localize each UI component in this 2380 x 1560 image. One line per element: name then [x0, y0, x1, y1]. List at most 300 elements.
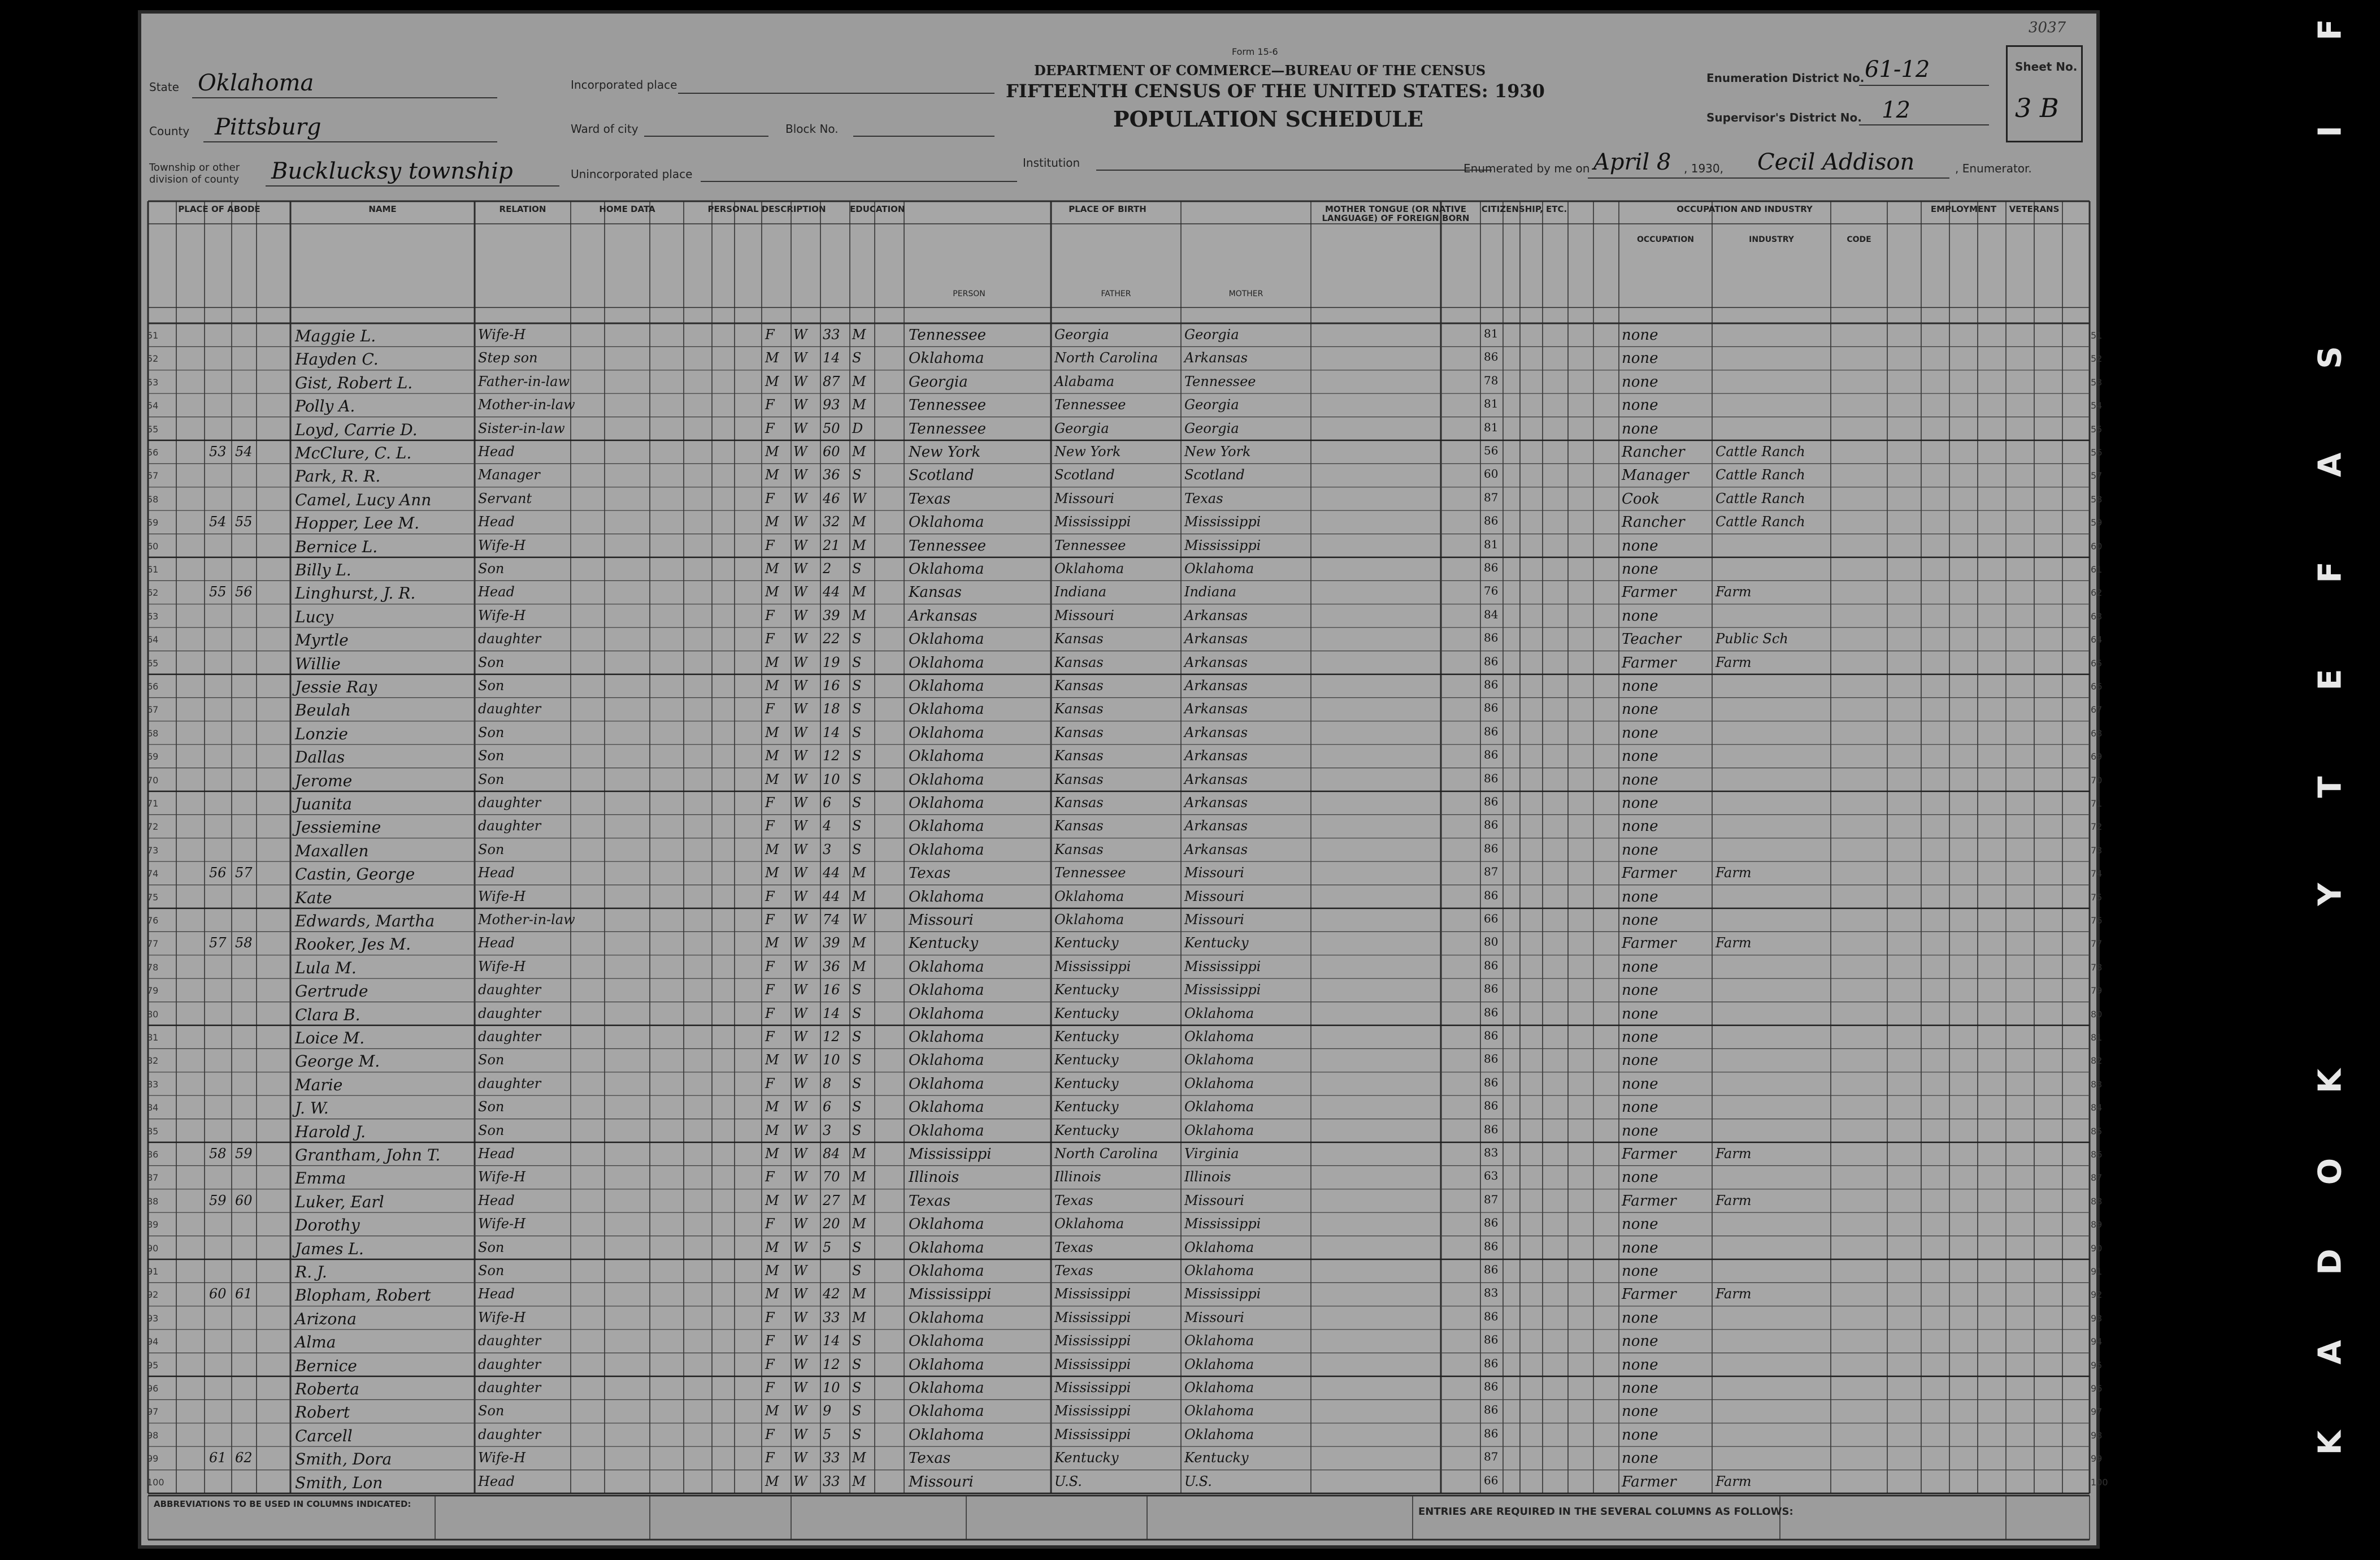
- film-edge-letter: A: [2312, 1340, 2349, 1365]
- occupation: none: [1622, 701, 1658, 718]
- birthplace-person: Georgia: [909, 373, 968, 391]
- age: 19: [823, 654, 840, 670]
- race: W: [793, 350, 807, 366]
- sex: F: [765, 1075, 775, 1091]
- age: 44: [823, 888, 840, 904]
- birthplace-mother: Scotland: [1184, 467, 1245, 483]
- occupation: none: [1622, 537, 1658, 554]
- person-name: Beulah: [295, 701, 351, 720]
- birthplace-code: 86: [1484, 1075, 1499, 1089]
- birthplace-person: Mississippi: [909, 1286, 992, 1303]
- age: 33: [823, 1309, 840, 1325]
- line-number-right: 100: [2091, 1476, 2108, 1488]
- line-number-left: 70: [147, 774, 159, 786]
- relation: Head: [478, 1473, 515, 1489]
- person-name: Jerome: [295, 771, 353, 790]
- marital-status: S: [852, 748, 862, 764]
- column-group-7: MOTHER TONGUE (OR NATIVE LANGUAGE) OF FOREIGN BORN: [1322, 204, 1470, 223]
- line-number-right: 96: [2091, 1383, 2103, 1394]
- birthplace-mother: Mississippi: [1184, 537, 1261, 553]
- film-edge-letter: K: [2312, 1068, 2349, 1094]
- person-name: Maxallen: [295, 841, 369, 860]
- birthplace-father: Kansas: [1054, 771, 1104, 787]
- race: W: [793, 724, 807, 740]
- age: 42: [823, 1286, 840, 1302]
- occupation: none: [1622, 1052, 1658, 1069]
- supervisor-district-value: 12: [1882, 97, 1910, 123]
- birthplace-father: Kentucky: [1054, 1075, 1119, 1091]
- birthplace-mother: Oklahoma: [1184, 1333, 1254, 1349]
- sex: M: [765, 514, 779, 530]
- line-number-right: 98: [2091, 1429, 2103, 1441]
- marital-status: M: [852, 935, 866, 951]
- birthplace-code: 56: [1484, 444, 1499, 457]
- birthplace-mother: Oklahoma: [1184, 1356, 1254, 1372]
- birthplace-mother: Oklahoma: [1184, 1075, 1254, 1091]
- line-number-right: 71: [2091, 798, 2103, 809]
- age: 4: [823, 818, 832, 834]
- marital-status: S: [852, 678, 862, 694]
- person-name: Dorothy: [295, 1216, 360, 1235]
- birthplace-father: Kentucky: [1054, 1122, 1119, 1138]
- line-number-left: 99: [147, 1453, 159, 1464]
- age: 93: [823, 397, 840, 413]
- race: W: [793, 490, 807, 506]
- birthplace-mother: Oklahoma: [1184, 1005, 1254, 1021]
- relation: Son: [478, 841, 505, 857]
- age: 6: [823, 1099, 832, 1115]
- line-number-left: 52: [147, 353, 159, 365]
- year-label: , 1930,: [1684, 162, 1723, 175]
- sex: M: [765, 748, 779, 764]
- sex: F: [765, 607, 775, 623]
- person-name: Lula M.: [295, 958, 357, 977]
- enumerated-label: Enumerated by me on: [1463, 162, 1590, 175]
- sex: F: [765, 1029, 775, 1045]
- film-edge-letter: K: [2312, 1430, 2349, 1455]
- column-group-2: RELATION: [499, 204, 546, 214]
- dwelling-number: 59: [209, 1192, 227, 1208]
- line-number-right: 67: [2091, 704, 2103, 716]
- line-number-right: 72: [2091, 821, 2103, 833]
- race: W: [793, 327, 807, 343]
- occupation: Farmer: [1622, 1192, 1677, 1210]
- person-name: Willie: [295, 654, 341, 673]
- person-name: Smith, Lon: [295, 1473, 383, 1492]
- marital-status: S: [852, 350, 862, 366]
- relation: Son: [478, 1122, 505, 1138]
- block-label: Block No.: [785, 122, 839, 136]
- birthplace-father: Texas: [1054, 1239, 1093, 1255]
- line-number-left: 100: [147, 1476, 164, 1488]
- birthplace-father: U.S.: [1054, 1473, 1082, 1489]
- race: W: [793, 561, 807, 577]
- race: W: [793, 373, 807, 389]
- line-number-right: 56: [2091, 447, 2103, 458]
- person-name: Robert: [295, 1403, 350, 1422]
- relation: daughter: [478, 631, 541, 647]
- sex: F: [765, 397, 775, 413]
- birthplace-father: Kentucky: [1054, 982, 1119, 998]
- age: 12: [823, 1029, 840, 1045]
- line-number-left: 93: [147, 1312, 159, 1324]
- occupation: none: [1622, 373, 1658, 391]
- person-name: James L.: [295, 1239, 364, 1258]
- birthplace-person: Arkansas: [909, 607, 978, 625]
- birthplace-father: Kentucky: [1054, 1099, 1119, 1115]
- age: 33: [823, 1473, 840, 1489]
- marital-status: D: [852, 420, 863, 436]
- birthplace-mother: Oklahoma: [1184, 561, 1254, 577]
- line-number-left: 57: [147, 470, 159, 482]
- birthplace-mother: Arkansas: [1184, 701, 1248, 717]
- birthplace-person: Tennessee: [909, 327, 987, 344]
- ward-label: Ward of city: [571, 122, 639, 136]
- occupation: Farmer: [1622, 654, 1677, 671]
- birthplace-person: Kansas: [909, 584, 962, 601]
- industry: Farm: [1715, 865, 1752, 881]
- birthplace-code: 86: [1484, 982, 1499, 996]
- relation: daughter: [478, 1333, 541, 1349]
- film-edge-letter: T: [2312, 776, 2349, 798]
- sex: M: [765, 865, 779, 881]
- age: 18: [823, 701, 840, 717]
- sex: F: [765, 982, 775, 998]
- birthplace-mother: Arkansas: [1184, 607, 1248, 623]
- birthplace-person: Oklahoma: [909, 1029, 984, 1046]
- occupation: none: [1622, 771, 1658, 788]
- marital-status: S: [852, 982, 862, 998]
- township-value: Bucklucksy township: [271, 158, 513, 184]
- person-name: Grantham, John T.: [295, 1146, 441, 1164]
- dwelling-number: 60: [209, 1286, 227, 1302]
- county-value: Pittsburg: [215, 114, 322, 140]
- birthplace-person: Oklahoma: [909, 1309, 984, 1327]
- marital-status: M: [852, 1309, 866, 1325]
- birthplace-father: Texas: [1054, 1192, 1093, 1208]
- birthplace-code: 86: [1484, 1263, 1499, 1276]
- line-number-left: 81: [147, 1032, 159, 1043]
- dwelling-number: 54: [209, 514, 227, 530]
- birth-subhead-1: FATHER: [1101, 289, 1131, 298]
- line-number-left: 69: [147, 751, 159, 762]
- age: 84: [823, 1146, 840, 1162]
- birthplace-mother: Oklahoma: [1184, 1426, 1254, 1442]
- age: 39: [823, 935, 840, 951]
- birthplace-father: Kentucky: [1054, 1029, 1119, 1045]
- sex: F: [765, 818, 775, 834]
- line-number-right: 60: [2091, 540, 2103, 552]
- occupation: Rancher: [1622, 444, 1685, 461]
- birthplace-person: Scotland: [909, 467, 974, 484]
- age: 2: [823, 561, 832, 577]
- birthplace-father: Kentucky: [1054, 935, 1119, 951]
- race: W: [793, 631, 807, 647]
- person-name: Clara B.: [295, 1005, 361, 1024]
- person-name: Edwards, Martha: [295, 912, 435, 930]
- birthplace-father: Tennessee: [1054, 537, 1126, 553]
- birthplace-mother: Arkansas: [1184, 678, 1248, 694]
- birthplace-mother: Illinois: [1184, 1169, 1231, 1185]
- family-number: 58: [235, 935, 253, 951]
- line-number-left: 55: [147, 423, 159, 435]
- marital-status: S: [852, 771, 862, 787]
- relation: Head: [478, 935, 515, 951]
- relation: Wife-H: [478, 537, 526, 553]
- marital-status: M: [852, 1473, 866, 1489]
- relation: daughter: [478, 818, 541, 834]
- age: 22: [823, 631, 840, 647]
- birthplace-father: Mississippi: [1054, 1309, 1131, 1325]
- marital-status: S: [852, 1005, 862, 1021]
- birthplace-father: Scotland: [1054, 467, 1115, 483]
- person-name: Hayden C.: [295, 350, 379, 369]
- family-number: 59: [235, 1146, 253, 1162]
- sex: F: [765, 1380, 775, 1396]
- line-number-left: 58: [147, 493, 159, 505]
- film-edge-letter: I: [2312, 125, 2349, 137]
- relation: Wife-H: [478, 888, 526, 904]
- birthplace-father: Indiana: [1054, 584, 1107, 600]
- person-name: Park, R. R.: [295, 467, 381, 486]
- birthplace-code: 86: [1484, 1309, 1499, 1323]
- occupation: none: [1622, 1263, 1658, 1280]
- corner-stamp: 3037: [2029, 19, 2066, 36]
- dwelling-number: 61: [209, 1450, 227, 1466]
- birthplace-mother: Kentucky: [1184, 935, 1249, 951]
- birthplace-code: 76: [1484, 584, 1499, 598]
- race: W: [793, 1333, 807, 1349]
- line-number-left: 66: [147, 681, 159, 692]
- line-number-left: 97: [147, 1406, 159, 1418]
- dwelling-number: 55: [209, 584, 227, 600]
- sex: M: [765, 1473, 779, 1489]
- family-number: 55: [235, 514, 253, 530]
- enumerator-label: , Enumerator.: [1955, 162, 2032, 175]
- relation: Head: [478, 1192, 515, 1208]
- occupation: none: [1622, 397, 1658, 414]
- line-number-right: 54: [2091, 400, 2103, 411]
- relation: Wife-H: [478, 1216, 526, 1232]
- occupation: none: [1622, 1169, 1658, 1186]
- dwelling-number: 56: [209, 865, 227, 881]
- line-number-right: 75: [2091, 891, 2103, 903]
- birthplace-code: 86: [1484, 678, 1499, 691]
- marital-status: S: [852, 1239, 862, 1255]
- marital-status: S: [852, 1356, 862, 1372]
- relation: Sister-in-law: [478, 420, 565, 436]
- dwelling-number: 57: [209, 935, 227, 951]
- department-title: DEPARTMENT OF COMMERCE—BUREAU OF THE CENSUS: [1034, 62, 1486, 79]
- race: W: [793, 1005, 807, 1021]
- birthplace-code: 87: [1484, 865, 1499, 879]
- occupation: none: [1622, 912, 1658, 929]
- sex: F: [765, 490, 775, 506]
- occupation: Farmer: [1622, 1146, 1677, 1163]
- industry: Cattle Ranch: [1715, 490, 1805, 506]
- marital-status: M: [852, 514, 866, 530]
- occupation: none: [1622, 1216, 1658, 1233]
- sex: F: [765, 1216, 775, 1232]
- marital-status: M: [852, 373, 866, 389]
- race: W: [793, 701, 807, 717]
- marital-status: S: [852, 654, 862, 670]
- birthplace-person: Texas: [909, 1192, 951, 1210]
- age: 20: [823, 1216, 840, 1232]
- line-number-right: 51: [2091, 330, 2103, 341]
- film-edge-letter: O: [2312, 1158, 2349, 1185]
- industry: Farm: [1715, 1473, 1752, 1489]
- family-number: 56: [235, 584, 253, 600]
- marital-status: S: [852, 467, 862, 483]
- race: W: [793, 1473, 807, 1489]
- birthplace-person: Oklahoma: [909, 818, 984, 835]
- age: 9: [823, 1403, 832, 1419]
- industry: Farm: [1715, 1286, 1752, 1302]
- age: 33: [823, 1450, 840, 1466]
- column-group-1: NAME: [368, 204, 397, 214]
- age: 33: [823, 327, 840, 343]
- person-name: Loyd, Carrie D.: [295, 420, 418, 439]
- marital-status: W: [852, 490, 866, 506]
- race: W: [793, 1122, 807, 1138]
- birthplace-code: 86: [1484, 888, 1499, 902]
- schedule-title: POPULATION SCHEDULE: [1113, 106, 1423, 132]
- relation: Mother-in-law: [478, 397, 575, 413]
- birthplace-code: 81: [1484, 397, 1499, 411]
- relation: Wife-H: [478, 1450, 526, 1466]
- line-number-right: 93: [2091, 1312, 2103, 1324]
- industry: Cattle Ranch: [1715, 514, 1805, 530]
- birthplace-father: Kansas: [1054, 678, 1104, 694]
- line-number-left: 77: [147, 938, 159, 950]
- line-number-left: 60: [147, 540, 159, 552]
- birthplace-code: 86: [1484, 958, 1499, 972]
- relation: Son: [478, 561, 505, 577]
- line-number-right: 55: [2091, 423, 2103, 435]
- line-number-left: 94: [147, 1336, 159, 1347]
- relation: Servant: [478, 490, 532, 506]
- line-number-left: 87: [147, 1172, 159, 1184]
- relation: daughter: [478, 795, 541, 811]
- birthplace-person: Oklahoma: [909, 771, 984, 788]
- race: W: [793, 678, 807, 694]
- marital-status: M: [852, 444, 866, 460]
- relation: Wife-H: [478, 1169, 526, 1185]
- birthplace-mother: Arkansas: [1184, 771, 1248, 787]
- industry: Farm: [1715, 584, 1752, 600]
- person-name: Bernice: [295, 1356, 357, 1375]
- birthplace-code: 86: [1484, 631, 1499, 645]
- birthplace-mother: Mississippi: [1184, 958, 1261, 974]
- sex: M: [765, 1239, 779, 1255]
- line-number-left: 90: [147, 1242, 159, 1254]
- line-number-left: 75: [147, 891, 159, 903]
- industry: Farm: [1715, 654, 1752, 670]
- person-name: Castin, George: [295, 865, 415, 884]
- line-number-right: 95: [2091, 1359, 2103, 1371]
- line-number-left: 80: [147, 1008, 159, 1020]
- relation: daughter: [478, 1029, 541, 1045]
- film-edge-letter: Y: [2312, 883, 2349, 906]
- line-number-right: 77: [2091, 938, 2103, 950]
- relation: daughter: [478, 1356, 541, 1372]
- line-number-right: 58: [2091, 493, 2103, 505]
- birthplace-person: Oklahoma: [909, 982, 984, 999]
- line-number-right: 68: [2091, 727, 2103, 739]
- sex: F: [765, 888, 775, 904]
- age: 10: [823, 771, 840, 787]
- birthplace-code: 83: [1484, 1146, 1499, 1159]
- marital-status: M: [852, 865, 866, 881]
- line-number-right: 86: [2091, 1149, 2103, 1160]
- occupation: Farmer: [1622, 1286, 1677, 1303]
- form-number: Form 15-6: [1232, 46, 1278, 57]
- birthplace-mother: Arkansas: [1184, 818, 1248, 834]
- birthplace-person: Oklahoma: [909, 514, 984, 531]
- person-name: Camel, Lucy Ann: [295, 490, 432, 509]
- line-number-right: 65: [2091, 657, 2103, 669]
- age: 44: [823, 584, 840, 600]
- age: 70: [823, 1169, 840, 1185]
- race: W: [793, 1239, 807, 1255]
- birthplace-code: 86: [1484, 654, 1499, 668]
- sex: M: [765, 654, 779, 670]
- occupation: Farmer: [1622, 584, 1677, 601]
- birthplace-code: 86: [1484, 1122, 1499, 1136]
- birth-subhead-2: MOTHER: [1228, 289, 1263, 298]
- line-number-left: 78: [147, 961, 159, 973]
- census-title: FIFTEENTH CENSUS OF THE UNITED STATES: 1930: [1006, 80, 1545, 102]
- race: W: [793, 1099, 807, 1115]
- sex: M: [765, 1146, 779, 1162]
- line-number-left: 86: [147, 1149, 159, 1160]
- person-name: Maggie L.: [295, 327, 376, 345]
- birthplace-mother: Missouri: [1184, 1192, 1244, 1208]
- race: W: [793, 1309, 807, 1325]
- birthplace-father: Kansas: [1054, 748, 1104, 764]
- line-number-left: 63: [147, 610, 159, 622]
- birthplace-father: Mississippi: [1054, 1380, 1131, 1396]
- marital-status: S: [852, 1426, 862, 1442]
- relation: Head: [478, 1286, 515, 1302]
- person-name: Lucy: [295, 607, 334, 626]
- marital-status: S: [852, 631, 862, 647]
- birthplace-father: Georgia: [1054, 420, 1109, 436]
- birthplace-father: Missouri: [1054, 490, 1114, 506]
- line-number-right: 63: [2091, 610, 2103, 622]
- occupation: none: [1622, 1333, 1658, 1350]
- line-number-right: 90: [2091, 1242, 2103, 1254]
- relation: Son: [478, 678, 505, 694]
- relation: Son: [478, 654, 505, 670]
- birthplace-mother: Georgia: [1184, 397, 1239, 413]
- occupation: none: [1622, 1380, 1658, 1397]
- line-number-right: 88: [2091, 1195, 2103, 1207]
- occupation: none: [1622, 1403, 1658, 1420]
- birthplace-father: Kansas: [1054, 654, 1104, 670]
- birthplace-person: Oklahoma: [909, 958, 984, 976]
- person-name: Polly A.: [295, 397, 355, 416]
- person-name: Arizona: [295, 1309, 357, 1328]
- age: 5: [823, 1426, 832, 1442]
- line-number-left: 68: [147, 727, 159, 739]
- line-number-right: 62: [2091, 587, 2103, 599]
- film-edge-letter: D: [2312, 1249, 2349, 1275]
- birthplace-code: 86: [1484, 724, 1499, 738]
- line-number-left: 88: [147, 1195, 159, 1207]
- occupation: none: [1622, 982, 1658, 999]
